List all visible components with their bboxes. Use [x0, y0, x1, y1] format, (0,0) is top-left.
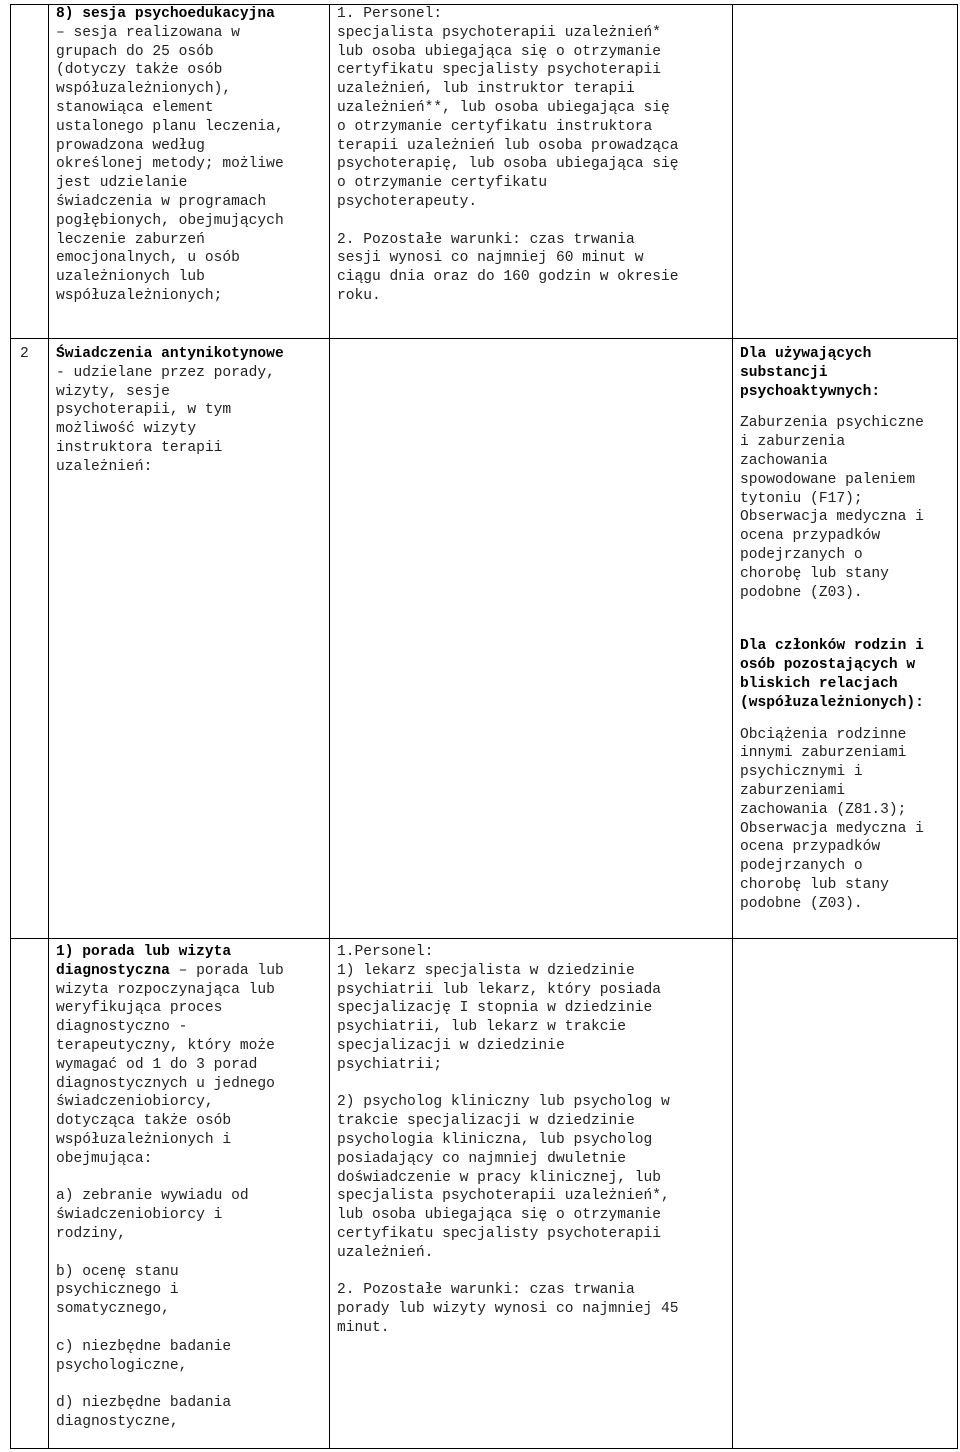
text-line: 2. Pozostałe warunki: czas trwania — [337, 1282, 635, 1299]
text-line: stanowiąca element — [56, 99, 214, 116]
text-line: psychoterapeuty. — [337, 193, 478, 210]
antinicotine-diagnoses — [740, 345, 924, 914]
text-line: psychiatrii; — [337, 1056, 443, 1073]
text-line: Zaburzenia psychiczne — [740, 415, 924, 432]
text-line: 1.Personel: — [337, 944, 434, 960]
text-line: prowadzona według — [56, 137, 205, 154]
border-bottom — [10, 1448, 958, 1449]
psychologist-requirements — [337, 1093, 679, 1262]
text-line: specjalista psychoterapii uzależnień* — [337, 24, 662, 41]
text-line: porady lub wizyty wynosi co najmniej 45 — [337, 1301, 679, 1318]
doctor-requirements — [337, 943, 679, 1075]
family-diagnoses — [740, 726, 924, 914]
text-line: sesji wynosi co najmniej 60 minut w — [337, 250, 644, 267]
antinicotine-description — [56, 345, 284, 477]
border-row-1 — [10, 338, 958, 339]
text-line: świadczeniobiorcy, — [56, 1094, 214, 1111]
text-line: współuzależnionych), — [56, 81, 232, 98]
psychoeducation-title: 8) sesja psychoedukacyjna — [56, 6, 275, 22]
text-line: diagnostyczno - — [56, 1019, 188, 1036]
psychoeducation-text — [56, 24, 284, 306]
text-line: grupach do 25 osób — [56, 43, 214, 60]
text-line: rodziny, — [56, 1225, 127, 1242]
text-line: diagnostycznych u jednego — [56, 1075, 275, 1092]
text-line: roku. — [337, 287, 381, 304]
item-a — [56, 1187, 284, 1243]
psychoeducation-requirements — [337, 5, 679, 306]
item-d — [56, 1394, 284, 1432]
text-line: 1) lekarz specjalista w dziedzinie — [337, 962, 635, 979]
item-c — [56, 1338, 284, 1376]
text-line: chorobę lub stany — [740, 876, 889, 893]
text-line: – sesja realizowana w — [56, 24, 240, 41]
text-line: b) ocenę stanu — [56, 1263, 179, 1280]
text-line: ocena przypadków — [740, 528, 881, 545]
diagnostic-visit-description — [56, 943, 284, 1432]
text-line: psychiatrii lub lekarz, który posiada — [337, 981, 662, 998]
text-line: ustalonego planu leczenia, — [56, 118, 284, 135]
text-line: obejmująca: — [56, 1150, 153, 1167]
text-line: certyfikatu specjalisty psychoterapii — [337, 62, 662, 79]
text-line: somatycznego, — [56, 1301, 170, 1318]
text-line: Obserwacja medyczna i — [740, 509, 924, 526]
text-line: pogłębionych, obejmujących — [56, 212, 284, 229]
border-right — [957, 4, 958, 1449]
text-line: substancji — [740, 364, 828, 381]
text-line: psychoterapię, lub osoba ubiegająca się — [337, 156, 679, 173]
text-line: 2. Pozostałe warunki: czas trwania — [337, 231, 635, 248]
text-line: ciągu dnia oraz do 160 godzin w okresie — [337, 269, 679, 286]
diagnostic-title-1: 1) porada lub wizyta — [56, 944, 232, 960]
text-line: uzależnień**, lub osoba ubiegająca się — [337, 99, 670, 116]
text-line: podobne (Z03). — [740, 584, 863, 601]
item-b — [56, 1263, 284, 1319]
text-line: terapeutyczny, który może — [56, 1037, 275, 1054]
psychoeducation-description — [56, 5, 284, 306]
text-line: podejrzanych o — [740, 858, 863, 875]
text-line: 1. Personel: — [337, 6, 443, 22]
text-line: uzależnień. — [337, 1244, 434, 1261]
antinicotine-text — [56, 364, 284, 477]
staff-requirements — [337, 5, 679, 212]
users-diagnoses — [740, 414, 924, 602]
antinicotine-title: Świadczenia antynikotynowe — [56, 346, 284, 362]
visit-conditions — [337, 1281, 679, 1337]
text-line: współuzależnionych; — [56, 287, 223, 304]
text-line: Dla używających — [740, 346, 872, 362]
text-line: psychicznymi i — [740, 764, 863, 781]
diagnostic-title-2: diagnostyczna — [56, 962, 170, 979]
border-row-2 — [10, 938, 958, 939]
text-line: psychiatrii, lub lekarz w trakcie — [337, 1019, 627, 1036]
text-line: specjalizację I stopnia w dziedzinie — [337, 1000, 653, 1017]
text-line: wizyta rozpoczynająca lub — [56, 981, 275, 998]
text-line: innymi zaburzeniami — [740, 745, 907, 762]
text-line: - udzielane przez porady, — [56, 364, 275, 381]
text-line: psychologiczne, — [56, 1357, 188, 1374]
text-line: specjalista psychoterapii uzależnień*, — [337, 1188, 670, 1205]
border-left — [10, 4, 11, 1449]
text-line: osób pozostających w — [740, 657, 916, 674]
text-line: specjalizacji w dziedzinie — [337, 1037, 565, 1054]
text-line: uzależnień, lub instruktor terapii — [337, 81, 635, 98]
border-col-1 — [48, 4, 49, 1449]
text-line: jest udzielanie — [56, 175, 188, 192]
text-line: zachowania — [740, 452, 828, 469]
text-line: certyfikatu specjalisty psychoterapii — [337, 1225, 662, 1242]
text-line: Obciążenia rodzinne — [740, 726, 907, 743]
text-line: wymagać od 1 do 3 porad — [56, 1056, 258, 1073]
text-line: świadczeniobiorcy i — [56, 1207, 223, 1224]
text-line: psychicznego i — [56, 1282, 179, 1299]
text-line: d) niezbędne badania — [56, 1395, 232, 1412]
text-line: posiadający co najmniej dwuletnie — [337, 1150, 627, 1167]
text-line: emocjonalnych, u osób — [56, 250, 240, 267]
text-line: trakcie specjalizacji w dziedzinie — [337, 1113, 635, 1130]
text-line: o otrzymanie certyfikatu instruktora — [337, 118, 653, 135]
text-line: Obserwacja medyczna i — [740, 820, 924, 837]
text-line: o otrzymanie certyfikatu — [337, 175, 548, 192]
text-line: możliwość wizyty — [56, 421, 197, 438]
text-line: uzależnionych lub — [56, 269, 205, 286]
text-line: podejrzanych o — [740, 546, 863, 563]
text-line: Dla członków rodzin i — [740, 638, 924, 655]
row-number: 2 — [20, 346, 29, 362]
text-line: określonej metody; możliwe — [56, 156, 284, 173]
text-line: lub osoba ubiegająca się o otrzymanie — [337, 1207, 662, 1224]
other-conditions — [337, 231, 679, 306]
text-line: i zaburzenia — [740, 434, 846, 451]
text-line: świadczenia w programach — [56, 193, 267, 210]
diagnostic-visit-requirements — [337, 943, 679, 1338]
text-line: diagnostyczne, — [56, 1413, 179, 1430]
text-line: a) zebranie wywiadu od — [56, 1188, 249, 1205]
text-line: zachowania (Z81.3); — [740, 801, 907, 818]
text-line: weryfikująca proces — [56, 1000, 223, 1017]
text-line: terapii uzależnień lub osoba prowadząca — [337, 137, 679, 154]
text-line: ocena przypadków — [740, 839, 881, 856]
border-col-2 — [329, 4, 330, 1449]
text-line: współuzależnionych i — [56, 1131, 232, 1148]
text-line: lub osoba ubiegająca się o otrzymanie — [337, 43, 662, 60]
text-line: minut. — [337, 1319, 390, 1336]
family-heading — [740, 637, 924, 712]
text-line: (współuzależnionych): — [740, 694, 924, 711]
text-line: instruktora terapii — [56, 439, 223, 456]
text-line: dotycząca także osób — [56, 1113, 232, 1130]
diagnostic-title-2-rest: – porada lub — [169, 962, 284, 979]
border-col-3 — [732, 4, 733, 1449]
text-line: zaburzeniami — [740, 782, 846, 799]
text-line: podobne (Z03). — [740, 895, 863, 912]
text-line: (dotyczy także osób — [56, 62, 223, 79]
users-heading — [740, 345, 924, 401]
text-line: spowodowane paleniem — [740, 471, 916, 488]
text-line: c) niezbędne badanie — [56, 1338, 232, 1355]
text-line: uzależnień: — [56, 458, 153, 475]
text-line: wizyty, sesje — [56, 383, 170, 400]
text-line: leczenie zaburzeń — [56, 231, 205, 248]
text-line: psychologia kliniczna, lub psycholog — [337, 1131, 653, 1148]
text-line: 2) psycholog kliniczny lub psycholog w — [337, 1094, 670, 1111]
diagnostic-text — [56, 981, 284, 1169]
text-line: chorobę lub stany — [740, 565, 889, 582]
text-line: bliskich relacjach — [740, 675, 898, 692]
text-line: psychoterapii, w tym — [56, 402, 232, 419]
text-line: doświadczenie w pracy klinicznej, lub — [337, 1169, 662, 1186]
text-line: psychoaktywnych: — [740, 383, 881, 400]
text-line: tytoniu (F17); — [740, 490, 863, 507]
